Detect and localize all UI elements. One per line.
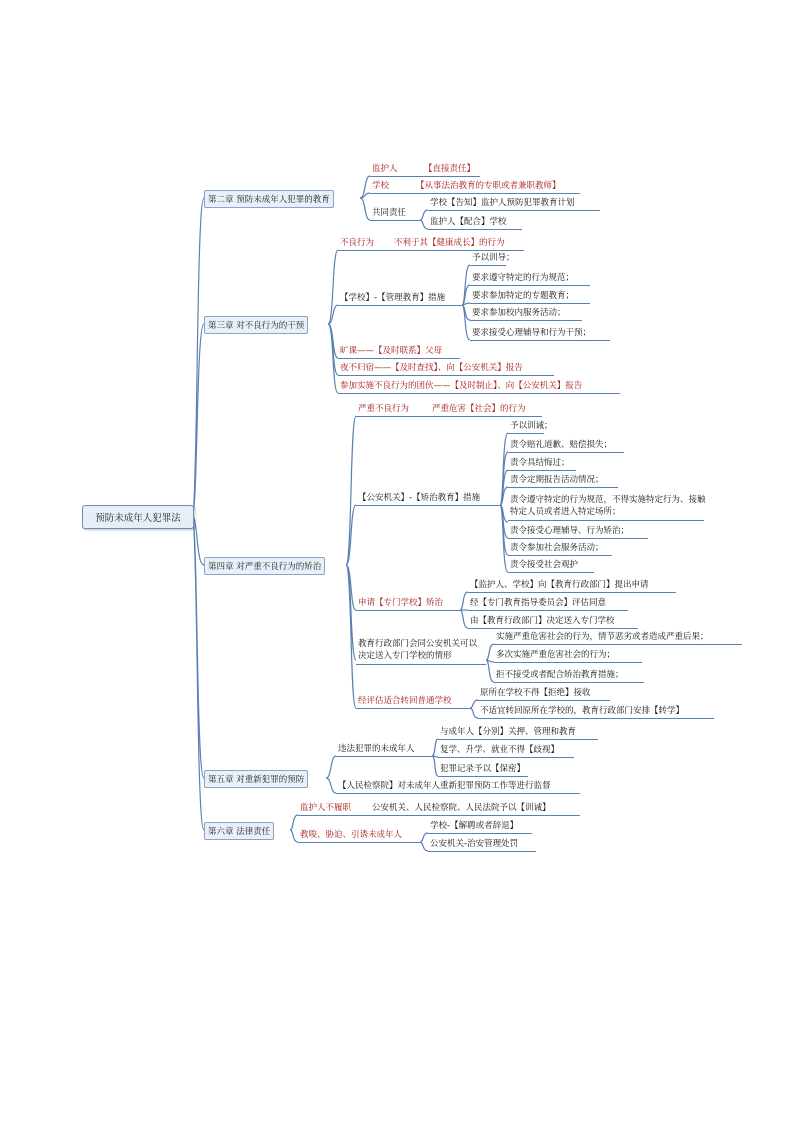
- ch6-guardian-fail: 监护人不履职: [300, 803, 352, 813]
- ch4-police-item-1: 予以训诫；: [510, 421, 553, 431]
- link-root-ch3: [192, 324, 204, 516]
- ch4-apply-special-school: 申请【专门学校】矫治: [358, 598, 444, 608]
- ch4-serious-behavior: 严重不良行为: [358, 404, 410, 414]
- chapter-6-topic[interactable]: 第六章 法律责任: [204, 822, 274, 840]
- ch6-incite-item-1: 学校-【解聘或者辞退】: [430, 821, 519, 831]
- ch4-police-item-5: 责令遵守特定的行为规范，不得实施特定行为、接触特定人员或者进入特定场所；: [510, 495, 706, 517]
- ch2-joint-item-1: 学校【告知】监护人预防犯罪教育计划: [430, 198, 575, 208]
- root-topic[interactable]: 预防未成年人犯罪法: [82, 505, 194, 529]
- ch3-school-measures: 【学校】-【管理教育】措施: [340, 293, 446, 303]
- ch4-transfer-item-2: 不适宜转回原所在学校的，教育行政部门安排【转学】: [480, 706, 685, 716]
- ch3-bad-behavior-desc: 不利于其【健康成长】的行为: [394, 238, 505, 248]
- ch4-police-item-2: 责令赔礼道歉、赔偿损失；: [510, 440, 613, 450]
- ch5-offender-item-3: 犯罪记录予以【保密】: [440, 764, 526, 774]
- chapter-5-topic[interactable]: 第五章 对重新犯罪的预防: [204, 770, 308, 788]
- ch4-police-item-7: 责令参加社会服务活动；: [510, 543, 604, 553]
- ch4-joint-item-3: 拒不接受或者配合矫治教育措施；: [496, 670, 624, 680]
- ch4-police-measures: 【公安机关】-【矫治教育】措施: [358, 493, 481, 503]
- ch2-school-duty: 【从事法治教育的专职或者兼职教师】: [416, 181, 561, 191]
- link-root-ch2: [192, 198, 204, 516]
- ch3-measure-1: 予以训导；: [472, 253, 515, 263]
- ch6-incite-item-2: 公安机关-治安管理处罚: [430, 839, 519, 849]
- ch4-joint-item-2: 多次实施严重危害社会的行为；: [496, 650, 616, 660]
- ch4-transfer-back: 经评估适合转回普通学校: [358, 696, 452, 706]
- ch4-apply-item-2: 经【专门教育指导委员会】评估同意: [470, 598, 607, 608]
- ch3-bad-behavior: 不良行为: [340, 238, 375, 248]
- ch2-guardian: 监护人: [372, 164, 398, 174]
- ch4-police-item-4: 责令定期报告活动情况；: [510, 475, 604, 485]
- ch4-transfer-item-1: 原所在学校不得【拒绝】接收: [480, 688, 591, 698]
- ch3-night-absence: 夜不归宿——【及时查找】、向【公安机关】报告: [340, 363, 523, 373]
- ch4-police-item-3: 责令具结悔过；: [510, 458, 570, 468]
- ch3-truancy: 旷课——【及时联系】父母: [340, 346, 443, 356]
- ch6-incite: 教唆、胁迫、引诱未成年人: [300, 830, 403, 840]
- chapter-4-topic[interactable]: 第四章 对严重不良行为的矫治: [204, 557, 325, 575]
- ch5-procuratorate: 【人民检察院】对未成年人重新犯罪预防工作等进行监督: [338, 781, 551, 791]
- ch3-measure-5: 要求接受心理辅导和行为干预；: [472, 328, 592, 338]
- ch5-offender: 违法犯罪的未成年人: [338, 744, 415, 754]
- ch2-joint-responsibility: 共同责任: [372, 208, 407, 218]
- ch5-offender-item-1: 与成年人【分别】关押、管理和教育: [440, 727, 577, 737]
- chapter-3-topic[interactable]: 第三章 对不良行为的干预: [204, 316, 308, 334]
- ch5-offender-item-2: 复学、升学、就业不得【歧视】: [440, 745, 560, 755]
- ch4-joint-item-1: 实施严重危害社会的行为，情节恶劣或者造成严重后果；: [496, 632, 709, 642]
- chapter-2-topic[interactable]: 第二章 预防未成年人犯罪的教育: [204, 190, 334, 208]
- ch3-gang: 参加实施不良行为的团伙——【及时制止】、向【公安机关】报告: [340, 381, 583, 391]
- ch2-guardian-duty: 【直接责任】: [424, 164, 476, 174]
- ch2-school: 学校: [372, 181, 390, 191]
- ch4-joint-decide: 教育行政部门会同公安机关可以决定送入专门学校的情形: [358, 639, 478, 661]
- ch3-measure-2: 要求遵守特定的行为规范；: [472, 273, 575, 283]
- ch2-joint-item-2: 监护人【配合】学校: [430, 217, 507, 227]
- ch3-measure-4: 要求参加校内服务活动；: [472, 308, 566, 318]
- ch4-police-item-6: 责令接受心理辅导、行为矫治；: [510, 526, 630, 536]
- ch4-serious-behavior-desc: 严重危害【社会】的行为: [432, 404, 526, 414]
- ch4-police-item-8: 责令接受社会观护: [510, 560, 579, 570]
- ch4-apply-item-1: 【监护人、学校】向【教育行政部门】提出申请: [470, 580, 649, 590]
- ch4-apply-item-3: 由【教育行政部门】决定送入专门学校: [470, 616, 615, 626]
- ch6-guardian-fail-desc: 公安机关、人民检察院、人民法院予以【训诫】: [372, 803, 551, 813]
- ch3-measure-3: 要求参加特定的专题教育；: [472, 291, 575, 301]
